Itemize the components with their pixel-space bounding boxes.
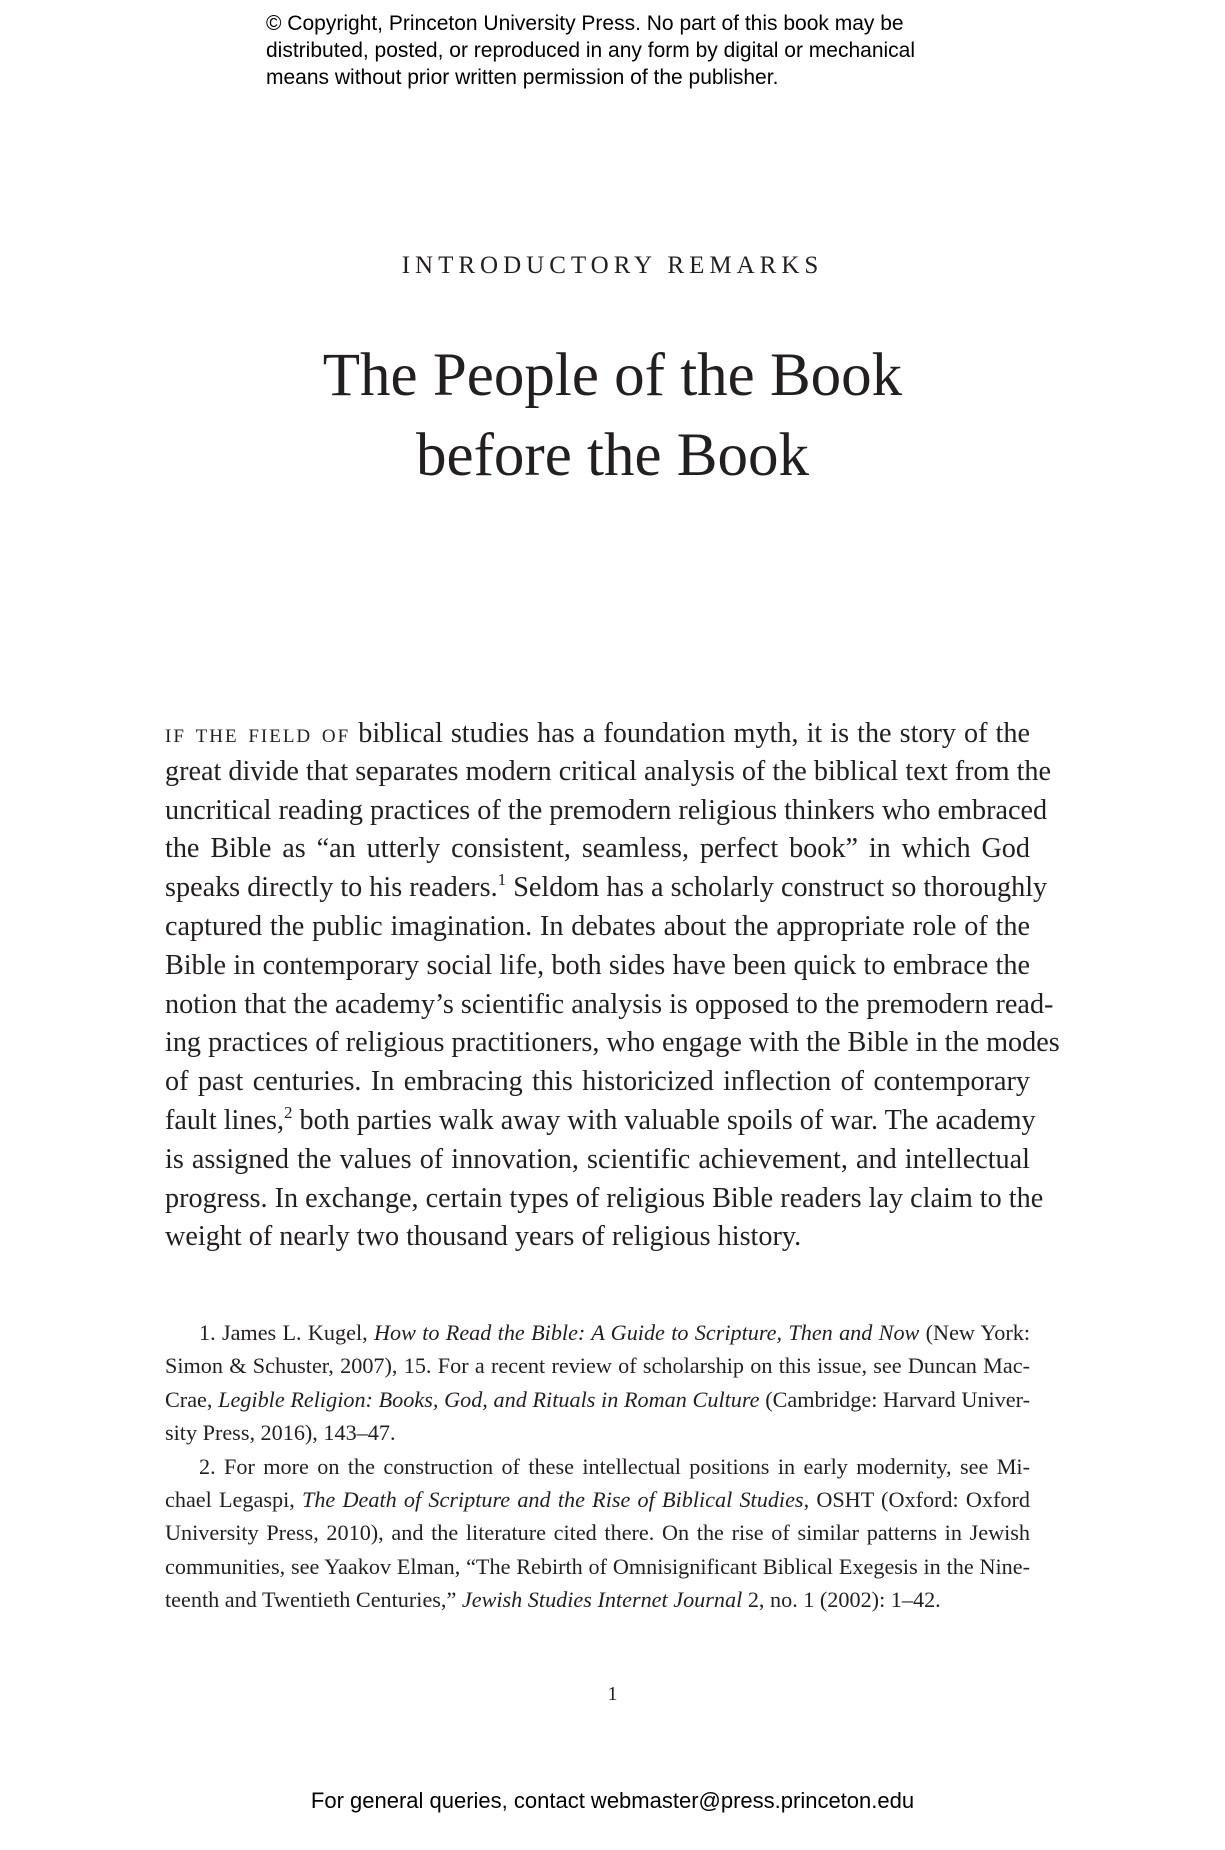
copyright-line: means without prior written permission of the publisher.: [266, 66, 779, 89]
footnote-text: , OSHT (Oxford: Oxford: [803, 1486, 1030, 1512]
footnote-title: Legible Religion: Books, God, and Rituals in Roman Culture: [218, 1386, 760, 1412]
body-line: captured the public imagination. In debates about the appropriate role of the: [165, 910, 1030, 942]
footnote-text: (Cambridge: Harvard Univer-: [759, 1386, 1030, 1412]
body-text: fault lines,: [165, 1104, 284, 1136]
footnote-text: (New York:: [919, 1320, 1030, 1345]
body-line: [165, 1102, 1036, 1141]
footnote-title: Jewish Studies Internet Journal: [461, 1587, 743, 1613]
body-line: great divide that separates modern critical analysis of the biblical text from the: [165, 755, 1052, 787]
chapter-title-line: The People of the Book: [322, 342, 903, 409]
body-line: [165, 714, 1030, 753]
footnote-text: 1. James L. Kugel,: [199, 1320, 374, 1345]
footnote-2-line: 2. For more on the construction of these intellectual positions in early modernity, see Mi-: [199, 1453, 1030, 1479]
copyright-line: © Copyright, Princeton University Press. No part of this book may be: [266, 12, 904, 35]
copyright-notice: [266, 10, 1026, 91]
page-number: 1: [607, 1683, 618, 1705]
footnote-text: teenth and Twentieth Centuries,”: [165, 1587, 462, 1613]
body-text: both parties walk away with valuable spoils of war. The academy: [292, 1104, 1036, 1136]
footnote-2-line: University Press, 2010), and the literature cited there. On the rise of similar patterns in Jewish: [165, 1520, 1030, 1546]
body-line: progress. In exchange, certain types of religious Bible readers lay claim to the: [165, 1182, 1044, 1214]
body-line: notion that the academy’s scientific analysis is opposed to the premodern read-: [165, 988, 1054, 1020]
footnote-2-line: [165, 1583, 1030, 1616]
body-text: Seldom has a scholarly construct so thoroughly: [506, 872, 1048, 904]
body-line: ing practices of religious practitioners, who engage with the Bible in the modes: [165, 1027, 1060, 1059]
footnote-1-line: [165, 1316, 1030, 1349]
body-line: [165, 869, 1048, 908]
body-line: uncritical reading practices of the premodern religious thinkers who embraced: [165, 794, 1048, 826]
footnote-1-line: Simon & Schuster, 2007), 15. For a recent review of scholarship on this issue, see Duncan Mac-: [165, 1353, 1030, 1379]
body-text: speaks directly to his readers.: [165, 872, 498, 904]
footnote-text: 2, no. 1 (2002): 1–42.: [742, 1587, 941, 1613]
footer-contact: For general queries, contact webmaster@press.princeton.edu: [310, 1788, 915, 1813]
chapter-kicker: INTRODUCTORY REMARKS: [401, 252, 824, 279]
footnote-2-line: [165, 1483, 1030, 1516]
footnote-1-line: [165, 1383, 1030, 1416]
body-paragraph: [165, 714, 1060, 1257]
footnote-text: chael Legaspi,: [165, 1486, 302, 1512]
footnote-1-line: sity Press, 2016), 143–47.: [165, 1420, 396, 1446]
chapter-title-line: before the Book: [416, 422, 809, 489]
body-line: weight of nearly two thousand years of religious history.: [165, 1221, 802, 1253]
footnotes: [165, 1316, 1030, 1617]
opening-smallcaps: if the field of: [165, 718, 351, 748]
footnote-ref-1[interactable]: 1: [497, 870, 507, 890]
body-line: Bible in contemporary social life, both sides have been quick to embrace the: [165, 949, 1030, 981]
body-line: of past centuries. In embracing this historicized inflection of contemporary: [165, 1066, 1030, 1098]
body-text: biblical studies has a foundation myth, it is the story of the: [350, 718, 1030, 749]
footnote-title: How to Read the Bible: A Guide to Scripture, Then and Now: [373, 1320, 920, 1345]
footnote-text: Crae,: [165, 1386, 219, 1412]
footnote-ref-2[interactable]: 2: [284, 1102, 293, 1122]
body-line: is assigned the values of innovation, scientific achievement, and intellectual: [165, 1143, 1030, 1175]
body-line: the Bible as “an utterly consistent, seamless, perfect book” in which God: [165, 833, 1030, 865]
copyright-line: distributed, posted, or reproduced in any form by digital or mechanical: [266, 39, 916, 62]
chapter-title: [0, 336, 1225, 496]
footnote-2-line: communities, see Yaakov Elman, “The Rebirth of Omnisignificant Biblical Exegesis in the Nine-: [165, 1553, 1030, 1579]
footnote-title: The Death of Scripture and the Rise of Biblical Studies: [302, 1486, 804, 1512]
